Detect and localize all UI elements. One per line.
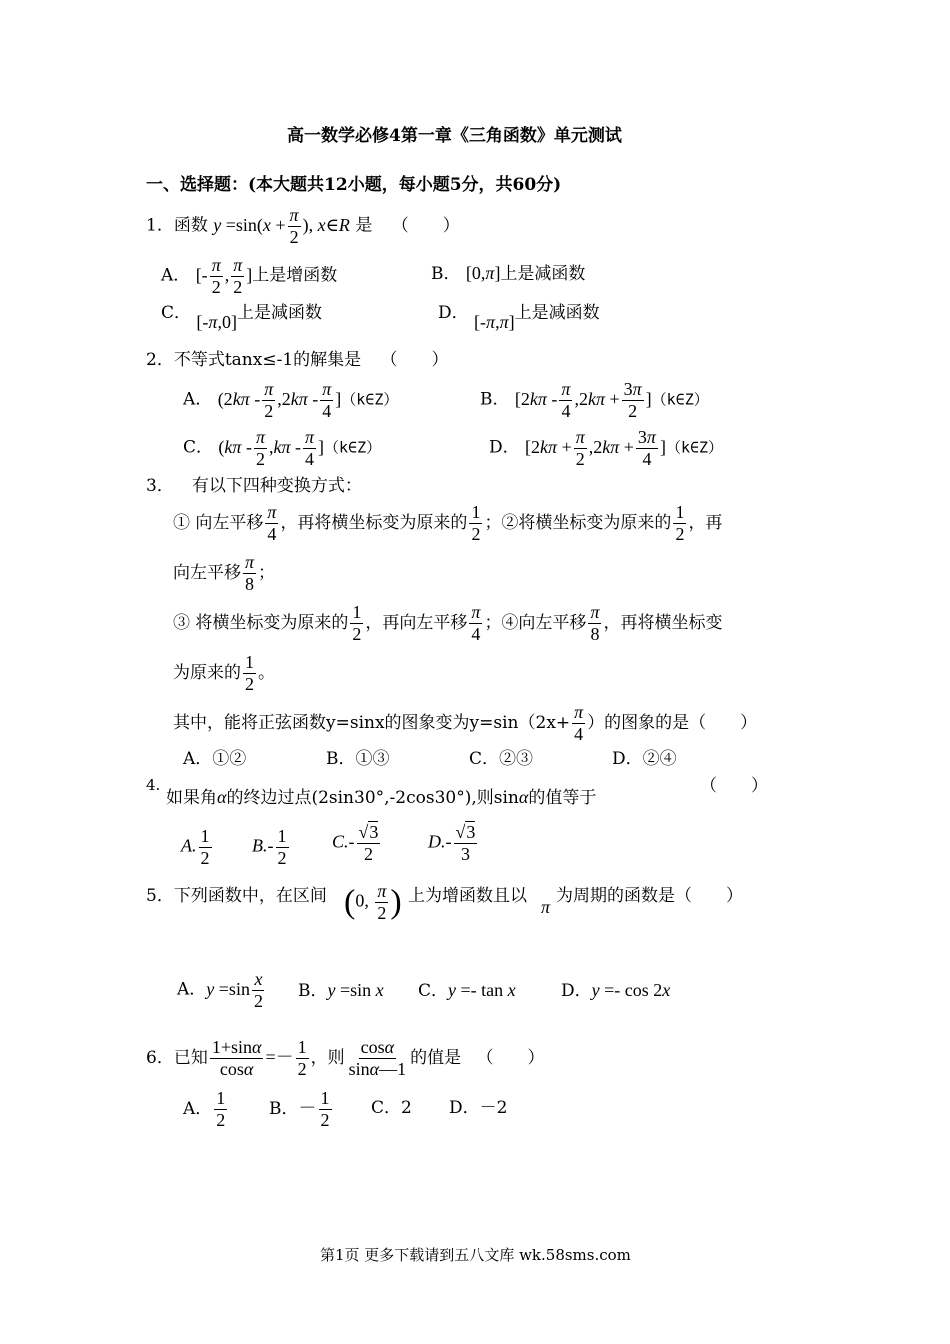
q5-interval: (0, $\frac{\pi}{2}$ ) [344,881,402,923]
q5-option-d: D．y =- cos 2x [561,980,671,1001]
q6-option-c: C．2 [371,1098,412,1118]
q4-option-d: D.- $\frac{√3}{3}$ [428,822,476,864]
question-2-stem: 2．不等式tanx≤-1的解集是 （ ） [146,350,449,370]
page-title: 高一数学必修4第一章《三角函数》单元测试 [287,126,622,146]
q5-option-c: C．y =- tan x [418,980,516,1001]
q3-line-3: ③ 将横坐标变为原来的 $\frac{1}{2}$ ，再向左平移 $\frac{\pi}{4}$ ；④向左平移 $\frac{\pi}{8}$ ，再将横坐标变 [173,602,723,644]
question-4-stem: 如果角α的终边过点(2sin30°,-2cos30°),则sinα的值等于 [166,787,597,808]
q3-line-5: 其中，能将正弦函数y=sinx的图象变为y=sin（2x+ $\frac{\pi}{4}$ ）的图象的是（ ） [173,702,758,744]
q2-option-c: C． (kπ - $\frac{\pi}{2}$ ,kπ - $\frac{\pi}{4}$ ]（k∈Z） [183,427,382,469]
question-1-stem: 1．函数 y =sin(x + $\frac{\pi}{2}$ ), x∈R 是 （ ） [146,205,460,247]
page-footer: 第1页 更多下载请到五八文库 wk.58sms.com [320,1246,631,1264]
section-heading: 一、选择题：(本大题共12小题，每小题5分，共60分) [146,175,562,195]
q1-option-a: A． [- $\frac{\pi}{2}$ , $\frac{\pi}{2}$ ]上是增函数 [161,255,338,297]
question-6-stem: 6．已知 $\frac{1+\sin\alpha}{\cos\alpha}$ =－ $\frac{1}{2}$ ，则 $\frac{\cos\alpha}{\sin\alpha—1}$ 的值是 （ ） [146,1037,545,1079]
q3-line-4: 为原来的 $\frac{1}{2}$ 。 [173,652,275,694]
q3-line-2: 向左平移 $\frac{\pi}{8}$ ； [173,552,276,594]
q4-option-c: C.- $\frac{√3}{2}$ [332,822,379,864]
q4-number: 4. [146,776,161,794]
question-3-stem: 3． 有以下四种变换方式： [146,476,362,496]
q5-stem-right: 为周期的函数是（ ） [556,886,743,906]
q2-option-b: B． [2kπ - $\frac{\pi}{4}$ ,2kπ + $\frac{3\pi}{2}$ ]（k∈Z） [480,379,709,421]
q2-option-a: A． (2kπ - $\frac{\pi}{2}$ ,2kπ - $\frac{\pi}{4}$ ]（k∈Z） [183,379,399,421]
q2-option-d: D． [2kπ + $\frac{\pi}{2}$ ,2kπ + $\frac{3\pi}{4}$ ]（k∈Z） [489,427,724,469]
q6-option-a: A． $\frac{1}{2}$ [183,1088,226,1130]
q5-pi: π [541,897,551,917]
q4-answer-paren: （ ） [700,776,768,796]
q1-option-b: B． [0,π]上是减函数 [431,263,586,284]
q1-option-d: D． [-π,π]上是减函数 [438,303,600,332]
q5-option-a: A．y =sin $\frac{x}{2}$ [177,969,263,1011]
q3-option-d: D．②④ [612,749,677,769]
q6-option-b: B．－ $\frac{1}{2}$ [269,1088,330,1130]
q6-option-d: D．－2 [449,1098,508,1118]
q1-option-c: C． [-π,0]上是减函数 [161,303,322,332]
q5-option-b: B．y =sin x [298,980,384,1001]
q5-stem-left: 5．下列函数中，在区间 [146,886,327,906]
q3-line-1: ① 向左平移 $\frac{\pi}{4}$ ，再将横坐标变为原来的 $\frac{1}{2}$ ；②将横坐标变为原来的 $\frac{1}{2}$ ，再 [173,502,723,544]
q4-option-a: A. $\frac{1}{2}$ [181,826,210,868]
q4-option-b: B.- $\frac{1}{2}$ [252,826,287,868]
q5-stem-middle: 上为增函数且以 [408,886,527,906]
q3-option-b: B．①③ [326,749,390,769]
q3-option-c: C．②③ [469,749,534,769]
q3-option-a: A．①② [183,749,247,769]
q1-formula: y =sin(x + $\frac{\pi}{2}$ ), x∈R [213,205,350,247]
